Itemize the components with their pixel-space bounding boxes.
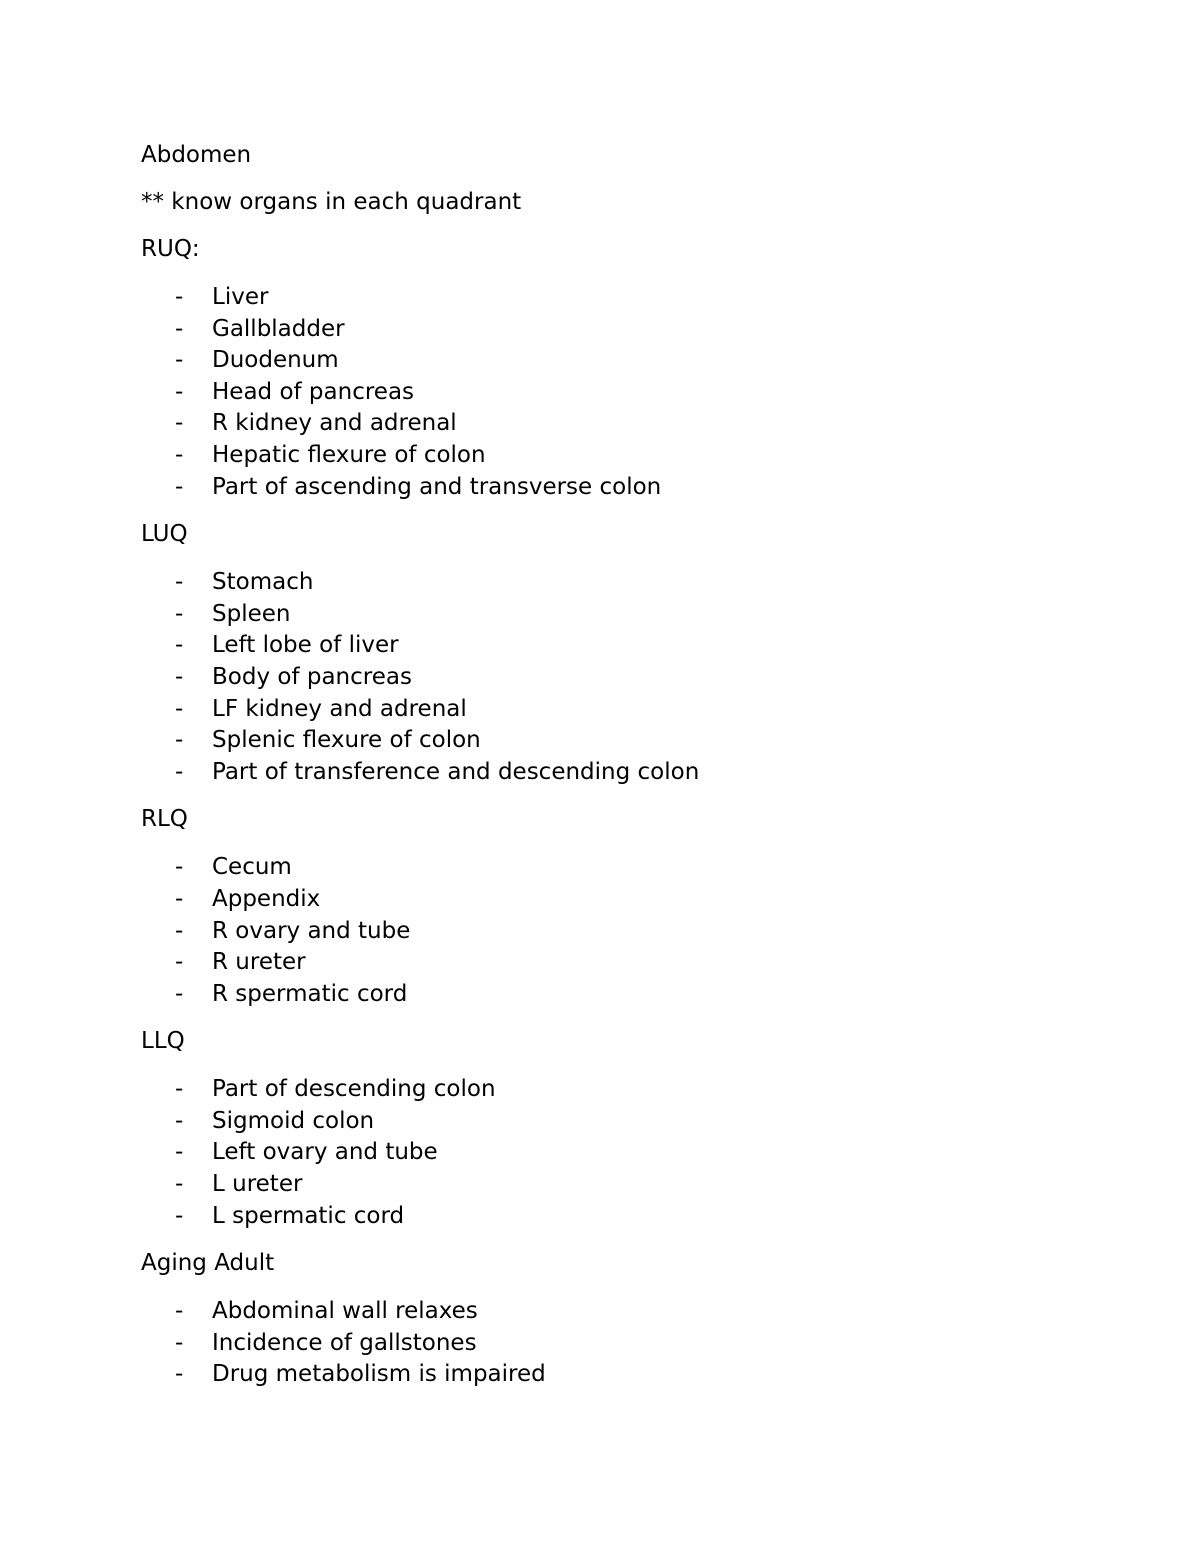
dash-bullet-icon: - bbox=[175, 347, 184, 374]
list-item-text: Splenic flexure of colon bbox=[212, 727, 481, 754]
list-item bbox=[141, 314, 1141, 346]
list-item bbox=[141, 1074, 1141, 1106]
dash-bullet-icon: - bbox=[175, 1107, 184, 1134]
section-heading: RUQ: bbox=[141, 236, 200, 262]
dash-bullet-icon: - bbox=[175, 885, 184, 912]
list-item bbox=[141, 1106, 1141, 1138]
dash-bullet-icon: - bbox=[175, 980, 184, 1007]
dash-bullet-icon: - bbox=[175, 441, 184, 468]
dash-bullet-icon: - bbox=[175, 917, 184, 944]
dash-bullet-icon: - bbox=[175, 600, 184, 627]
dash-bullet-icon: - bbox=[175, 632, 184, 659]
organ-list bbox=[141, 1296, 1141, 1391]
list-item bbox=[141, 345, 1141, 377]
list-item-text: Part of descending colon bbox=[212, 1076, 496, 1103]
organ-list bbox=[141, 567, 1141, 788]
dash-bullet-icon: - bbox=[175, 410, 184, 437]
list-item bbox=[141, 630, 1141, 662]
list-item-text: LF kidney and adrenal bbox=[212, 695, 467, 722]
list-item bbox=[141, 1169, 1141, 1201]
list-item-text: L spermatic cord bbox=[212, 1202, 405, 1229]
study-note: ** know organs in each quadrant bbox=[141, 189, 522, 215]
dash-bullet-icon: - bbox=[175, 1361, 184, 1388]
list-item-text: L ureter bbox=[212, 1171, 303, 1198]
list-item-text: Left lobe of liver bbox=[212, 632, 399, 659]
list-item bbox=[141, 725, 1141, 757]
list-item bbox=[141, 916, 1141, 948]
dash-bullet-icon: - bbox=[175, 727, 184, 754]
list-item bbox=[141, 852, 1141, 884]
list-item-text: Duodenum bbox=[212, 347, 339, 374]
dash-bullet-icon: - bbox=[175, 1171, 184, 1198]
list-item-text: Head of pancreas bbox=[212, 378, 415, 405]
list-item-text: Spleen bbox=[212, 600, 291, 627]
list-item-text: Gallbladder bbox=[212, 315, 345, 342]
list-item-text: Stomach bbox=[212, 569, 314, 596]
list-item bbox=[141, 979, 1141, 1011]
list-item-text: Left ovary and tube bbox=[212, 1139, 438, 1166]
section-heading: LLQ bbox=[141, 1028, 185, 1055]
list-item bbox=[141, 1328, 1141, 1360]
list-item bbox=[141, 377, 1141, 409]
section-heading: Aging Adult bbox=[141, 1250, 275, 1277]
organ-list bbox=[141, 282, 1141, 503]
list-item-text: Appendix bbox=[212, 885, 321, 912]
dash-bullet-icon: - bbox=[175, 315, 184, 342]
list-item bbox=[141, 662, 1141, 694]
dash-bullet-icon: - bbox=[175, 1139, 184, 1166]
list-item bbox=[141, 947, 1141, 979]
list-item-text: Cecum bbox=[212, 854, 292, 881]
list-item-text: Body of pancreas bbox=[212, 663, 412, 690]
list-item-text: R kidney and adrenal bbox=[212, 410, 457, 437]
list-item bbox=[141, 1296, 1141, 1328]
dash-bullet-icon: - bbox=[175, 473, 184, 500]
list-item bbox=[141, 694, 1141, 726]
organ-list bbox=[141, 1074, 1141, 1232]
list-item-text: Incidence of gallstones bbox=[212, 1329, 477, 1356]
document-page bbox=[141, 140, 1141, 1407]
list-item-text: R ovary and tube bbox=[212, 917, 411, 944]
dash-bullet-icon: - bbox=[175, 1298, 184, 1325]
list-item-text: R ureter bbox=[212, 949, 306, 976]
list-item-text: R spermatic cord bbox=[212, 980, 408, 1007]
quadrant-sections bbox=[141, 234, 1141, 1407]
dash-bullet-icon: - bbox=[175, 378, 184, 405]
list-item bbox=[141, 1201, 1141, 1233]
document-title: Abdomen bbox=[141, 142, 252, 168]
dash-bullet-icon: - bbox=[175, 758, 184, 785]
dash-bullet-icon: - bbox=[175, 695, 184, 722]
list-item-text: Drug metabolism is impaired bbox=[212, 1361, 546, 1388]
dash-bullet-icon: - bbox=[175, 1076, 184, 1103]
dash-bullet-icon: - bbox=[175, 284, 184, 310]
list-item bbox=[141, 757, 1141, 789]
list-item bbox=[141, 599, 1141, 631]
dash-bullet-icon: - bbox=[175, 569, 184, 596]
dash-bullet-icon: - bbox=[175, 949, 184, 976]
list-item bbox=[141, 282, 1141, 314]
dash-bullet-icon: - bbox=[175, 663, 184, 690]
dash-bullet-icon: - bbox=[175, 854, 184, 881]
organ-list bbox=[141, 852, 1141, 1010]
list-item bbox=[141, 884, 1141, 916]
list-item bbox=[141, 567, 1141, 599]
list-item bbox=[141, 1359, 1141, 1391]
dash-bullet-icon: - bbox=[175, 1329, 184, 1356]
list-item bbox=[141, 440, 1141, 472]
dash-bullet-icon: - bbox=[175, 1202, 184, 1229]
list-item bbox=[141, 472, 1141, 504]
section-heading: RLQ bbox=[141, 806, 188, 833]
section-heading: LUQ bbox=[141, 521, 188, 548]
list-item bbox=[141, 408, 1141, 440]
list-item bbox=[141, 1137, 1141, 1169]
list-item-text: Liver bbox=[212, 284, 269, 310]
list-item-text: Sigmoid colon bbox=[212, 1107, 375, 1134]
list-item-text: Part of transference and descending colon bbox=[212, 758, 700, 785]
list-item-text: Abdominal wall relaxes bbox=[212, 1298, 478, 1325]
list-item-text: Part of ascending and transverse colon bbox=[212, 473, 662, 500]
list-item-text: Hepatic flexure of colon bbox=[212, 441, 486, 468]
